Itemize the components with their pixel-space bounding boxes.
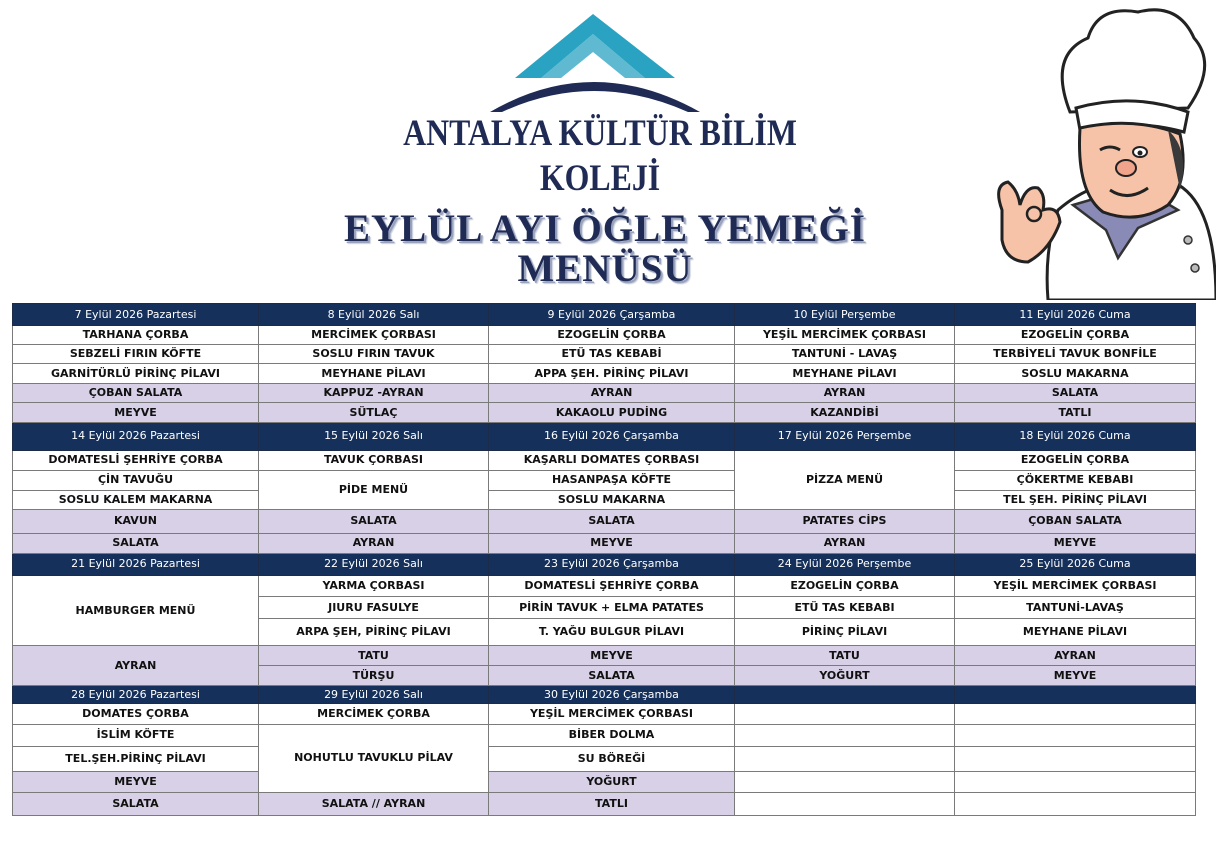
menu-item: KAVUN — [13, 509, 259, 533]
day-header: 7 Eylül 2026 Pazartesi — [13, 304, 259, 326]
menu-item: SALATA — [489, 666, 735, 686]
day-header: 14 Eylül 2026 Pazartesi — [13, 423, 259, 450]
menu-item: MERCİMEK ÇORBASI — [259, 326, 489, 345]
menu-item: KAZANDİBİ — [735, 403, 955, 423]
menu-item: SOSLU KALEM MAKARNA — [13, 490, 259, 509]
table-row — [13, 771, 1196, 792]
menu-item: SALATA — [13, 533, 259, 553]
menu-item: KAKAOLU PUDİNG — [489, 403, 735, 423]
day-header — [735, 686, 955, 704]
menu-item: YEŞİL MERCİMEK ÇORBASI — [735, 326, 955, 345]
menu-item: PİRİNÇ PİLAVI — [735, 619, 955, 646]
menu-item: TARHANA ÇORBA — [13, 326, 259, 345]
menu-item: YEŞİL MERCİMEK ÇORBASI — [955, 575, 1196, 596]
table-row — [13, 724, 1196, 746]
table-row — [13, 450, 1196, 470]
menu-item: SALATA — [489, 509, 735, 533]
menu-item: NOHUTLU TAVUKLU PİLAV — [259, 724, 489, 792]
empty-cell — [735, 771, 955, 792]
menu-item: SALATA — [955, 384, 1196, 403]
menu-item: SÜTLAÇ — [259, 403, 489, 423]
table-row — [13, 384, 1196, 403]
menu-item: EZOGELİN ÇORBA — [489, 326, 735, 345]
table-row — [13, 704, 1196, 724]
menu-item: SU BÖREĞİ — [489, 746, 735, 771]
menu-item: MEYVE — [489, 533, 735, 553]
table-row — [13, 364, 1196, 384]
menu-item: ETÜ TAS KEBABI — [735, 597, 955, 619]
day-header: 18 Eylül 2026 Cuma — [955, 423, 1196, 450]
menu-item: MEYVE — [955, 533, 1196, 553]
menu-item: AYRAN — [13, 646, 259, 686]
menu-item: PİRİN TAVUK + ELMA PATATES — [489, 597, 735, 619]
day-header: 30 Eylül 2026 Çarşamba — [489, 686, 735, 704]
menu-item: MEYVE — [955, 666, 1196, 686]
school-logo-icon — [485, 12, 705, 116]
empty-cell — [955, 724, 1196, 746]
menu-item: TATLI — [955, 403, 1196, 423]
week-header-row — [13, 686, 1196, 704]
menu-item: DOMATESLİ ŞEHRİYE ÇORBA — [489, 575, 735, 596]
menu-item: TÜRŞU — [259, 666, 489, 686]
menu-item: MERCİMEK ÇORBA — [259, 704, 489, 724]
menu-item: AYRAN — [735, 533, 955, 553]
menu-item: JIURU FASULYE — [259, 597, 489, 619]
empty-cell — [735, 746, 955, 771]
menu-title-suffix: MENÜSÜ — [517, 247, 693, 290]
day-header: 10 Eylül Perşembe — [735, 304, 955, 326]
day-header: 17 Eylül 2026 Perşembe — [735, 423, 955, 450]
menu-item: KAPPUZ -AYRAN — [259, 384, 489, 403]
table-row — [13, 533, 1196, 553]
menu-item: MEYHANE PİLAVI — [259, 364, 489, 384]
table-row — [13, 403, 1196, 423]
menu-item: AYRAN — [259, 533, 489, 553]
menu-item: MEYHANE PİLAVI — [735, 364, 955, 384]
day-header: 11 Eylül 2026 Cuma — [955, 304, 1196, 326]
day-header: 25 Eylül 2026 Cuma — [955, 553, 1196, 575]
menu-item: APPA ŞEH. PİRİNÇ PİLAVI — [489, 364, 735, 384]
menu-item: ÇOBAN SALATA — [955, 509, 1196, 533]
table-row — [13, 470, 1196, 490]
table-row — [13, 792, 1196, 815]
menu-item: ÇÖKERTME KEBABI — [955, 470, 1196, 490]
week-header-row — [13, 553, 1196, 575]
menu-item: AYRAN — [489, 384, 735, 403]
menu-item: ÇİN TAVUĞU — [13, 470, 259, 490]
day-header: 22 Eylül 2026 Salı — [259, 553, 489, 575]
day-header: 21 Eylül 2026 Pazartesi — [13, 553, 259, 575]
menu-item: YARMA ÇORBASI — [259, 575, 489, 596]
day-header: 15 Eylül 2026 Salı — [259, 423, 489, 450]
menu-item: T. YAĞU BULGUR PİLAVI — [489, 619, 735, 646]
school-name: ANTALYA KÜLTÜR BİLİM — [403, 113, 797, 154]
empty-cell — [735, 792, 955, 815]
menu-item: TAVUK ÇORBASI — [259, 450, 489, 470]
menu-item: SEBZELİ FIRIN KÖFTE — [13, 345, 259, 364]
menu-item: PATATES CİPS — [735, 509, 955, 533]
menu-item: GARNİTÜRLÜ PİRİNÇ PİLAVI — [13, 364, 259, 384]
day-header: 16 Eylül 2026 Çarşamba — [489, 423, 735, 450]
menu-item: TANTUNİ-LAVAŞ — [955, 597, 1196, 619]
menu-item: EZOGELİN ÇORBA — [955, 326, 1196, 345]
menu-item: DOMATESLİ ŞEHRİYE ÇORBA — [13, 450, 259, 470]
week-header-row — [13, 423, 1196, 450]
menu-item: EZOGELİN ÇORBA — [955, 450, 1196, 470]
day-header — [955, 686, 1196, 704]
menu-item: ETÜ TAS KEBABİ — [489, 345, 735, 364]
menu-item: AYRAN — [735, 384, 955, 403]
day-header: 28 Eylül 2026 Pazartesi — [13, 686, 259, 704]
menu-item: SALATA — [13, 792, 259, 815]
empty-cell — [735, 704, 955, 724]
menu-item: MEYVE — [489, 646, 735, 666]
menu-item: ÇOBAN SALATA — [13, 384, 259, 403]
menu-item: HASANPAŞA KÖFTE — [489, 470, 735, 490]
day-header: 8 Eylül 2026 Salı — [259, 304, 489, 326]
menu-item: YEŞİL MERCİMEK ÇORBASI — [489, 704, 735, 724]
table-row — [13, 345, 1196, 364]
menu-item: PİDE MENÜ — [259, 470, 489, 509]
day-header: 24 Eylül 2026 Perşembe — [735, 553, 955, 575]
menu-item: DOMATES ÇORBA — [13, 704, 259, 724]
day-header: 23 Eylül 2026 Çarşamba — [489, 553, 735, 575]
menu-item: TERBİYELİ TAVUK BONFİLE — [955, 345, 1196, 364]
empty-cell — [955, 771, 1196, 792]
menu-item: TEL ŞEH. PİRİNÇ PİLAVI — [955, 490, 1196, 509]
menu-item: TANTUNİ - LAVAŞ — [735, 345, 955, 364]
menu-item: YOĞURT — [489, 771, 735, 792]
empty-cell — [955, 746, 1196, 771]
menu-table — [12, 303, 1196, 816]
menu-item: TATLI — [489, 792, 735, 815]
school-name-suffix: KOLEJİ — [539, 158, 661, 199]
menu-item: KAŞARLI DOMATES ÇORBASI — [489, 450, 735, 470]
menu-item: PİZZA MENÜ — [735, 450, 955, 509]
empty-cell — [735, 724, 955, 746]
menu-item: EZOGELİN ÇORBA — [735, 575, 955, 596]
menu-item: BİBER DOLMA — [489, 724, 735, 746]
table-row — [13, 575, 1196, 596]
menu-item: TATU — [259, 646, 489, 666]
menu-item: TEL.ŞEH.PİRİNÇ PİLAVI — [13, 746, 259, 771]
table-row — [13, 646, 1196, 666]
table-row — [13, 326, 1196, 345]
menu-item: AYRAN — [955, 646, 1196, 666]
menu-item: MEYVE — [13, 771, 259, 792]
day-header: 29 Eylül 2026 Salı — [259, 686, 489, 704]
table-row — [13, 746, 1196, 771]
menu-item: SALATA // AYRAN — [259, 792, 489, 815]
day-header: 9 Eylül 2026 Çarşamba — [489, 304, 735, 326]
menu-title: EYLÜL AYI ÖĞLE YEMEĞİ — [343, 207, 866, 250]
table-row — [13, 490, 1196, 509]
empty-cell — [955, 704, 1196, 724]
menu-item: YOĞURT — [735, 666, 955, 686]
menu-item: SOSLU MAKARNA — [489, 490, 735, 509]
menu-item: TATU — [735, 646, 955, 666]
menu-item: SOSLU FIRIN TAVUK — [259, 345, 489, 364]
menu-item: İSLİM KÖFTE — [13, 724, 259, 746]
menu-item: MEYHANE PİLAVI — [955, 619, 1196, 646]
table-row — [13, 509, 1196, 533]
menu-item: SALATA — [259, 509, 489, 533]
menu-item: HAMBURGER MENÜ — [13, 575, 259, 645]
menu-item: MEYVE — [13, 403, 259, 423]
menu-item: ARPA ŞEH, PİRİNÇ PİLAVI — [259, 619, 489, 646]
empty-cell — [955, 792, 1196, 815]
week-header-row — [13, 304, 1196, 326]
chef-icon — [988, 0, 1216, 300]
menu-item: SOSLU MAKARNA — [955, 364, 1196, 384]
